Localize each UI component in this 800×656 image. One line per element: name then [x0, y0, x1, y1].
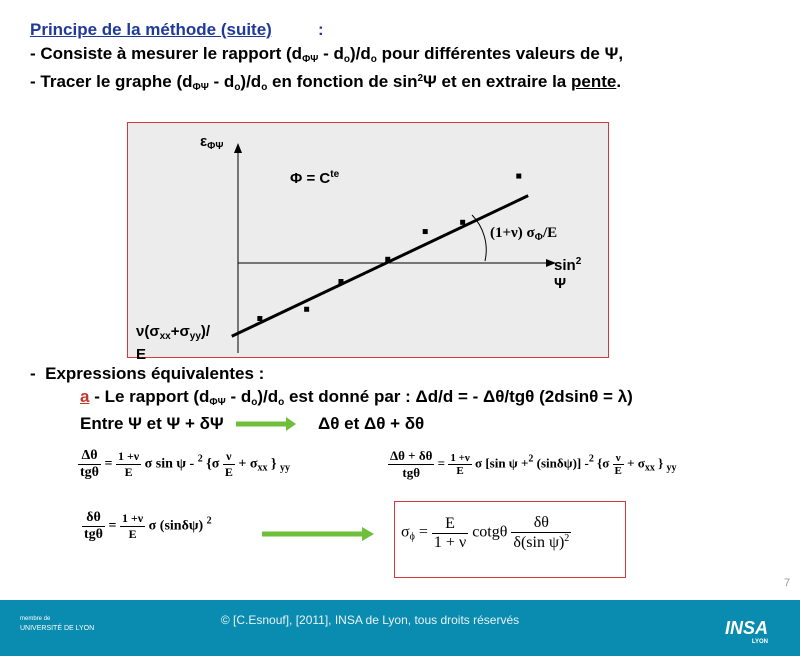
formula-delta-theta: $\frac{\delta\theta}{\text{tgθ}}$ = $\frac{1 +\nu}{E}$ σ (sinδψ) $^2$ — [84, 510, 212, 542]
universite-lyon-logo: membre de UNIVERSITÉ DE LYON — [20, 616, 95, 632]
expression-dtheta: Δθ et Δθ + δθ — [318, 414, 425, 433]
arrow-icon — [262, 526, 374, 542]
data-point — [257, 316, 262, 321]
page-number: 7 — [784, 577, 791, 589]
slope-label: (1+ν) $\sigma_\Phi/E$ — [490, 225, 558, 243]
title-colon: : — [318, 20, 324, 39]
slide-title: Principe de la méthode (suite) — [30, 20, 272, 39]
intercept-label: $\nu(\sigma_{xx}+\sigma_{yy})/$ E — [136, 323, 211, 363]
data-point — [460, 220, 465, 225]
phi-constant-label: $\Phi = C^{te}$ — [290, 169, 340, 187]
footer-bar — [0, 600, 800, 656]
result-formula: $\sigma_\phi$ = $\frac{E}{1 + \nu}$ cotgθ $\frac{\delta\theta}{\delta(\sin \psi)^2}$ — [401, 514, 570, 551]
y-axis-arrow — [234, 143, 242, 153]
expressions-header: - Expressions équivalentes : — [30, 364, 265, 383]
data-point — [516, 174, 521, 179]
data-point — [304, 307, 309, 312]
expression-a-marker: a — [80, 387, 90, 406]
data-point — [423, 229, 428, 234]
bullet-measure: - Consiste à mesurer le rapport $(d_{\Phi\Psi} - d_o)/d_o$ pour différentes valeurs de Ψ, — [30, 44, 624, 65]
expression-entre: Entre Ψ et Ψ + δΨ — [80, 414, 224, 433]
formula-dtheta-plus: $\frac{\Delta\theta + \delta\theta}{\text{tgθ}}$ = $\frac{1 +\nu}{E}$ σ [sin ψ +$^2$ (sinδψ)] -$^2$ {σ $\frac{\nu}{E}$ + $\sigma_{xx}$ } $_{yy}$ — [390, 448, 677, 480]
y-axis-label: $\varepsilon_{\Phi\Psi}$ — [200, 133, 224, 152]
bullet-graph: - Tracer le graphe $(d_{\Phi\Psi} - d_o)/d_o$ en fonction de $\sin^2\Psi$ et en extraire la pente. — [30, 72, 622, 93]
data-point — [385, 257, 390, 262]
pente-link: pente — [570, 72, 617, 91]
fit-line — [232, 196, 528, 337]
result-box — [394, 501, 626, 578]
chart-frame — [127, 122, 609, 363]
data-point — [338, 279, 343, 284]
x-axis-label: $\sin^2$ Ψ — [554, 256, 582, 292]
copyright-text: © [C.Esnouf], [2011], INSA de Lyon, tous droits réservés — [220, 613, 520, 627]
insa-logo: INSA LYON — [725, 618, 769, 645]
formula-dtheta: $\frac{\Delta\theta}{\text{tgθ}}$ = $\frac{1 +\nu}{E}$ σ sin ψ - $^2$ {σ $\frac{\nu}{E}$ + $\sigma_{xx}$ } $_{yy}$ — [80, 448, 290, 480]
expression-a: a - Le rapport $(d_{\Phi\Psi} - d_o)/d_o$ est donné par : Δd/d = - Δθ/tgθ (2dsinθ = λ) — [80, 387, 633, 408]
arrow-icon — [236, 416, 296, 432]
